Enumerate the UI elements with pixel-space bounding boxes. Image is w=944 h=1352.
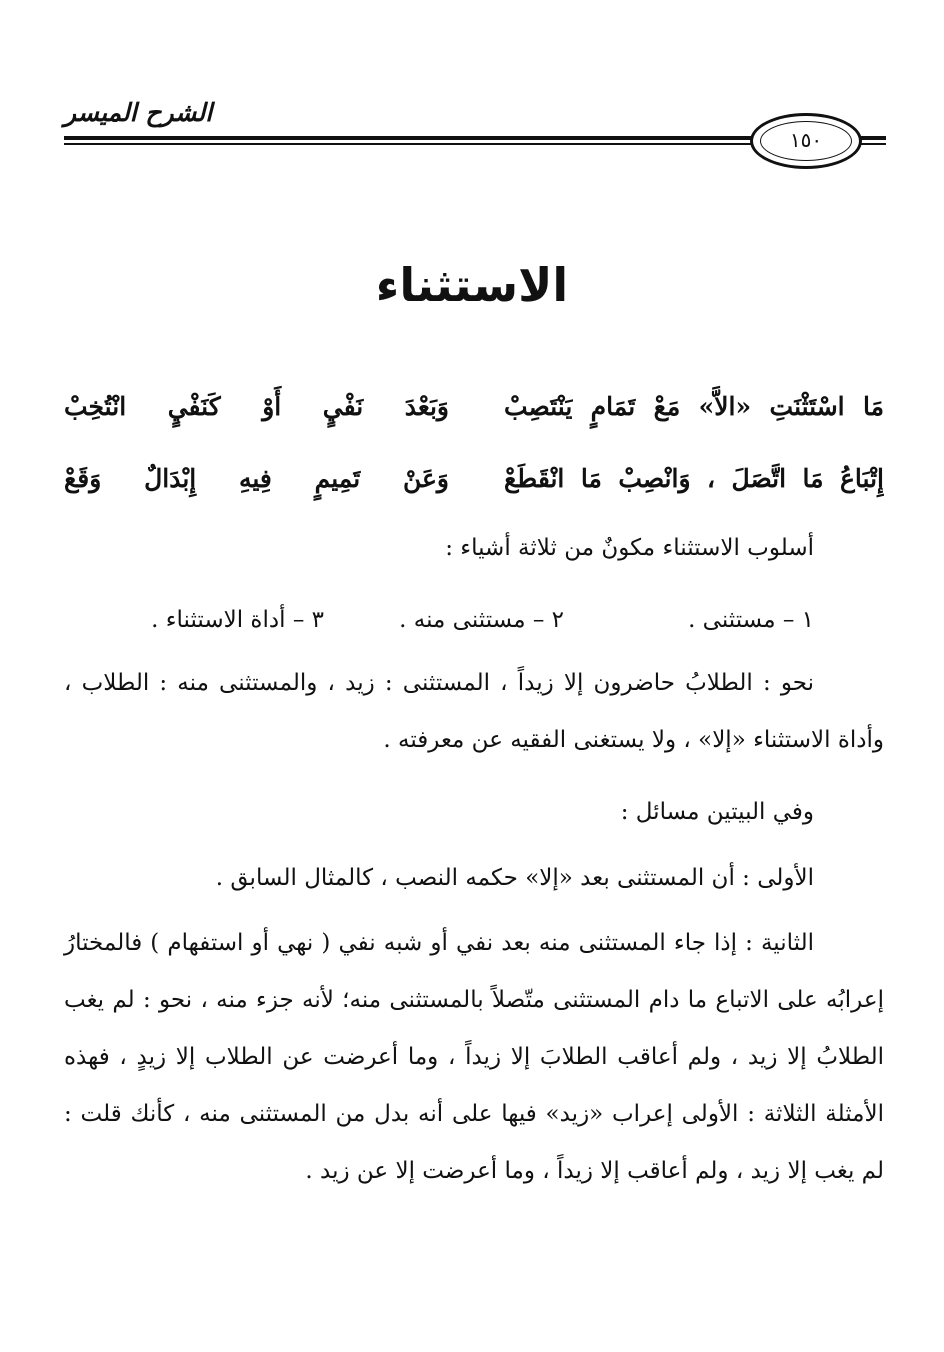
verse-2-first-hemistich: إِتْبَاعُ مَا اتَّصَلَ ، وَانْصِبْ مَا انْقَطَعْ [504, 464, 884, 493]
example-paragraph: نحو : الطلابُ حاضرون إلا زيداً ، المستثنى : زيد ، والمستثنى منه : الطلاب ، وأداة الاستثناء «إلا» ، ولا يستغنى الفقيه عن معرفته . [64, 670, 884, 753]
header-rule-right-thin [860, 143, 886, 145]
page-number: ١٥٠ [789, 128, 823, 152]
parts-list [64, 592, 884, 649]
verse-1-second-hemistich: وَبَعْدَ نَفْيٍ أَوْ كَنَفْيٍ انْتُخِبْ [64, 392, 449, 421]
header-rule-thin [64, 143, 752, 145]
verse-2-second-hemistich: وَعَنْ تَمِيمٍ فِيهِ إِبْدَالٌ وَقَعْ [64, 464, 449, 493]
second-issue-paragraph: الثانية : إذا جاء المستثنى منه بعد نفي أو شبه نفي ( نهي أو استفهام ) فالمختارُ إعرابُه على الاتباع ما دام المستثنى متّصلاً بالمستثنى منه؛ لأنه جزء منه ، نحو : لم يغب الطلابُ إلا زيد ، ولم أعاقب الطلابَ إلا زيداً ، وما أعرضت عن الطلاب إلا زيدٍ ، فهذه الأمثلة الثلاثة : الأولى إعراب «زيد» فيها على أنه بدل من المستثنى منه ، كأنك قلت : لم يغب إلا زيد ، ولم أعاقب إلا زيداً ، وما أعرضت إلا عن زيد . [64, 930, 884, 1184]
header-rule-right-thick [860, 136, 886, 140]
issues-intro: وفي البيتين مسائل : [620, 799, 814, 825]
part-item-2: ٢ – مستثنى منه . [399, 607, 564, 633]
part-item-1: ١ – مستثنى . [688, 607, 814, 633]
intro-paragraph: أسلوب الاستثناء مكونٌ من ثلاثة أشياء : [445, 535, 814, 561]
verse-line-1 [64, 382, 884, 432]
part-item-3: ٣ – أداة الاستثناء . [151, 607, 324, 633]
page-number-frame [750, 113, 862, 169]
section-title: الاستثناء [375, 258, 569, 312]
page-header [0, 0, 944, 180]
verse-1-first-hemistich: مَا اسْتَثْنَتِ «الاَّ» مَعْ تَمَامٍ يَنْتَصِبْ [504, 392, 884, 421]
book-title: الشرح الميسر [64, 98, 213, 127]
header-rule-thick [64, 136, 752, 140]
first-issue-paragraph: الأولى : أن المستثنى بعد «إلا» حكمه النصب ، كالمثال السابق . [215, 865, 814, 891]
verse-line-2 [64, 454, 884, 504]
